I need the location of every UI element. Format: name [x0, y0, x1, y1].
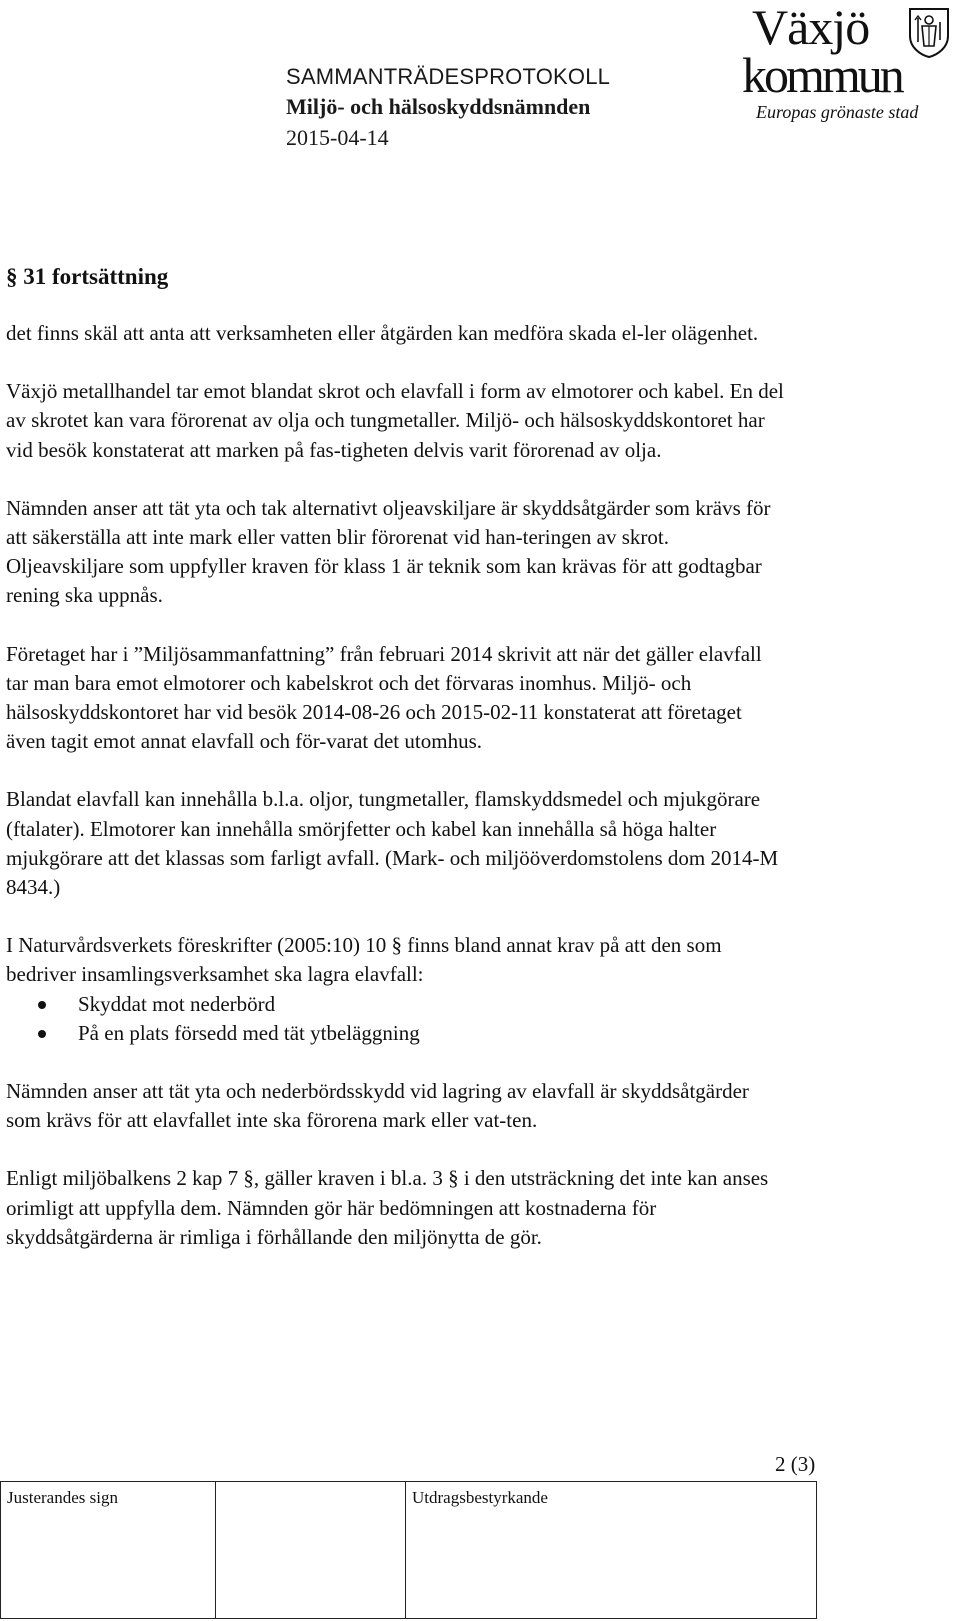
bullet-icon [38, 1001, 46, 1009]
meeting-date: 2015-04-14 [286, 125, 389, 150]
paragraph-5: Blandat elavfall kan innehålla b.l.a. oljor, tungmetaller, flamskyddsmedel och mjukgörare (ftalater). Elmotorer kan innehålla smörjfetter och kabel kan innehålla så höga halter mjukgörare att det klassas som farligt avfall. (Mark- och miljööverdomstolens dom 2014-M 8434.) [6, 787, 779, 900]
bullet-icon [38, 1030, 46, 1038]
list-item-text: Skyddat mot nederbörd [78, 991, 276, 1016]
utdragsbestyrkande-box [406, 1481, 817, 1619]
logo-name-line2: kommun [742, 47, 902, 103]
paragraph-1: det finns skäl att anta att verksamheten eller åtgärden kan medföra skada el-ler olägenhet. [6, 321, 759, 345]
bullet-list [6, 990, 786, 1048]
section-title: § 31 fortsättning [6, 264, 169, 289]
justerandes-sign-label: Justerandes sign [7, 1488, 118, 1507]
list-item-text: På en plats försedd med tät ytbeläggning [78, 1020, 420, 1045]
protocol-title: SAMMANTRÄDESPROTOKOLL [286, 64, 611, 89]
signature-footer [0, 1481, 960, 1621]
document-body [6, 319, 786, 1281]
municipality-logo [742, 0, 956, 130]
logo-tagline: Europas grönaste stad [756, 102, 919, 122]
utdragsbestyrkande-label: Utdragsbestyrkande [412, 1488, 548, 1507]
paragraph-4: Företaget har i ”Miljösammanfattning” från februari 2014 skrivit att när det gäller elavfall tar man bara emot elmotorer och kabelskrot och det förvaras inomhus. Miljö- och hälsoskyddskontoret har vid besök 2014-08-26 och 2015-02-11 konstaterat att företaget även tagit emot annat elavfall och för-varat det utomhus. [6, 641, 762, 754]
list-item [6, 1019, 786, 1048]
paragraph-3: Nämnden anser att tät yta och tak alternativt oljeavskiljare är skyddsåtgärder som krävs för att säkerställa att inte mark eller vatten blir förorenat vid han-teringen av skrot. Oljeavskiljare som uppfyller kraven för klass 1 är teknik som kan krävas för att godtagbar rening ska uppnås. [6, 495, 771, 608]
list-item [6, 990, 786, 1019]
paragraph-2: Växjö metallhandel tar emot blandat skrot och elavfall i form av elmotorer och kabel. En del av skrotet kan vara förorenat av olja och tungmetaller. Miljö- och hälsoskyddskontoret har vid besök konstaterat att marken på fas-tigheten delvis varit förorenad av olja. [6, 379, 784, 462]
page-number: 2 (3) [775, 1452, 816, 1476]
city-seal-icon [907, 6, 951, 58]
paragraph-8: Enligt miljöbalkens 2 kap 7 §, gäller kraven i bl.a. 3 § i den utsträckning det inte kan anses orimligt att uppfylla dem. Nämnden gör här bedömningen att kostnaderna för skyddsåtgärderna är rimliga i förhållande den miljönytta de gör. [6, 1166, 769, 1249]
signature-box-empty [216, 1481, 406, 1619]
paragraph-6: I Naturvårdsverkets föreskrifter (2005:10) 10 § finns bland annat krav på att den som bedriver insamlingsverksamhet ska lagra elavfall: [6, 933, 722, 987]
paragraph-7: Nämnden anser att tät yta och nederbördsskydd vid lagring av elavfall är skyddsåtgärder som krävs för att elavfallet inte ska förorena mark eller vat-ten. [6, 1079, 749, 1133]
logo-name-line1: Växjö [752, 0, 870, 55]
justerandes-sign-box [0, 1481, 216, 1619]
board-name: Miljö- och hälsoskyddsnämnden [286, 94, 591, 119]
